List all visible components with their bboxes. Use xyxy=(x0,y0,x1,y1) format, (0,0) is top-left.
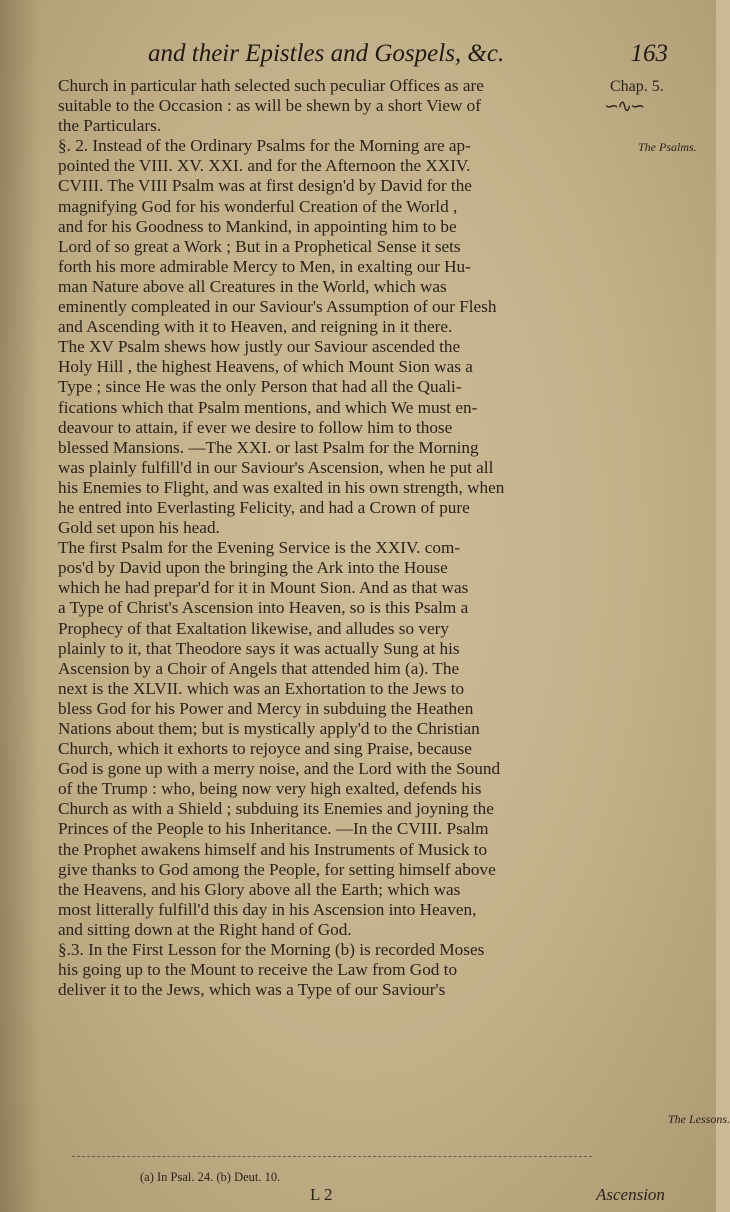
text-line: the Heavens, and his Glory above all the Earth; which was xyxy=(58,879,461,899)
text-line: most litterally fulfill'd this day in his Ascension into Heaven, xyxy=(58,899,477,919)
text-line: man Nature above all Creatures in the World, which was xyxy=(58,276,447,296)
text-line: §.3. In the First Lesson for the Morning (b) is recorded Moses xyxy=(58,940,485,960)
text-line: pos'd by David upon the bringing the Ark into the House xyxy=(58,558,448,578)
text-line: Church in particular hath selected such peculiar Offices as are xyxy=(58,76,484,95)
text-line: his Enemies to Flight, and was exalted in his own strength, when xyxy=(58,477,505,497)
page-number: 163 xyxy=(630,40,668,67)
text-line: The first Psalm for the Evening Service is the XXIV. com- xyxy=(58,538,461,558)
text-line: Prophecy of that Exaltation likewise, and alludes so very xyxy=(58,618,449,638)
text-line: and sitting down at the Right hand of God. xyxy=(58,919,352,939)
footnote: (a) In Psal. 24. (b) Deut. 10. xyxy=(140,1170,281,1184)
text-line: forth his more admirable Mercy to Men, in exalting our Hu- xyxy=(58,256,471,276)
text-line: was plainly fulfill'd in our Saviour's Ascension, when he put all xyxy=(58,457,494,477)
text-line: which he had prepar'd for it in Mount Sion. And as that was xyxy=(58,578,469,598)
footnote-rule xyxy=(72,1156,592,1158)
text-line: a Type of Christ's Ascension into Heaven, so is this Psalm a xyxy=(58,598,469,618)
text-line: the Particulars. xyxy=(58,116,162,136)
margin-note-chapter: Chap. 5. xyxy=(610,78,664,95)
text-line: fications which that Psalm mentions, and which We must en- xyxy=(58,397,478,417)
text-line: give thanks to God among the People, for setting himself above xyxy=(58,859,496,879)
text-line: Type ; since He was the only Person that had all the Quali- xyxy=(58,377,462,397)
text-line: Church as with a Shield ; subduing its Enemies and joyning the xyxy=(58,799,494,819)
running-title: and their Epistles and Gospels, &c. xyxy=(148,40,505,67)
text-line: plainly to it, that Theodore says it was actually Sung at his xyxy=(58,638,460,658)
margin-ornament: ∽∿∽ xyxy=(604,96,644,116)
text-line: Holy Hill , the highest Heavens, of which Mount Sion was a xyxy=(58,357,473,377)
body-text xyxy=(58,76,624,1000)
text-line: Lord of so great a Work ; But in a Prophetical Sense it sets xyxy=(58,236,461,256)
text-line: of the Trump : who, being now very high exalted, defends his xyxy=(58,779,482,799)
margin-note-lessons: The Lessons. xyxy=(668,1112,730,1126)
text-line: magnifying God for his wonderful Creation of the World , xyxy=(58,196,458,216)
binding-shadow xyxy=(0,0,40,1212)
text-line: he entred into Everlasting Felicity, and had a Crown of pure xyxy=(58,497,470,517)
text-line: §. 2. Instead of the Ordinary Psalms for the Morning are ap- xyxy=(58,136,471,156)
text-line: blessed Mansions. —The XXI. or last Psalm for the Morning xyxy=(58,437,479,457)
text-line: the Prophet awakens himself and his Instruments of Musick to xyxy=(58,839,488,859)
text-line: pointed the VIII. XV. XXI. and for the Afternoon the XXIV. xyxy=(58,156,471,176)
text-line: God is gone up with a merry noise, and the Lord with the Sound xyxy=(58,759,501,779)
text-line: Nations about them; but is mystically apply'd to the Christian xyxy=(58,719,480,738)
text-line: next is the XLVII. which was an Exhortation to the Jews to xyxy=(58,678,465,698)
margin-note-psalms: The Psalms. xyxy=(638,140,697,154)
text-line: suitable to the Occasion : as will be shewn by a short View of xyxy=(58,96,481,116)
text-line: and for his Goodness to Mankind, in appointing him to be xyxy=(58,216,457,236)
text-line: Gold set upon his head. xyxy=(58,518,220,538)
text-line: his going up to the Mount to receive the Law from God to xyxy=(58,960,458,980)
text-line: deliver it to the Jews, which was a Type of our Saviour's xyxy=(58,980,446,1000)
text-line: Ascension by a Choir of Angels that attended him (a). The xyxy=(58,658,460,678)
text-line: and Ascending with it to Heaven, and reigning in it there. xyxy=(58,317,453,337)
text-line: deavour to attain, if ever we desire to follow him to those xyxy=(58,417,453,437)
text-line: CVIII. The VIII Psalm was at first design'd by David for the xyxy=(58,176,472,196)
text-line: eminently compleated in our Saviour's Assumption of our Flesh xyxy=(58,297,497,317)
text-line: bless God for his Power and Mercy in subduing the Heathen xyxy=(58,698,474,718)
page-header xyxy=(148,40,668,74)
catchword: Ascension xyxy=(596,1185,665,1204)
signature-mark: L 2 xyxy=(310,1185,333,1204)
text-line: Church, which it exhorts to rejoyce and sing Praise, because xyxy=(58,739,472,759)
text-line: Princes of the People to his Inheritance. —In the CVIII. Psalm xyxy=(58,819,489,839)
text-line: The XV Psalm shews how justly our Saviour ascended the xyxy=(58,337,461,357)
